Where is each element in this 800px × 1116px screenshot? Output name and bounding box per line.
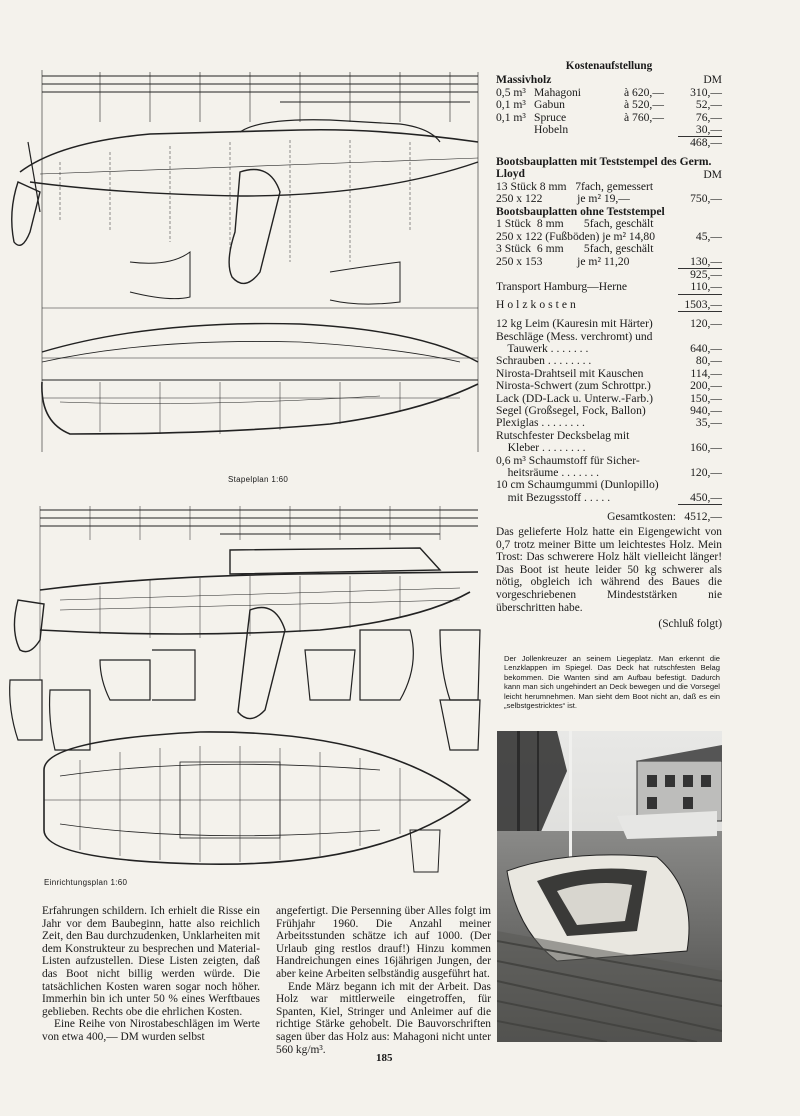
item-material: Spruce	[534, 111, 567, 124]
cost-item-row	[496, 331, 722, 343]
page-number: 185	[376, 1052, 393, 1064]
ohne-row	[496, 256, 722, 268]
total-amount: 4512,—	[684, 510, 722, 524]
item-label: 12 kg Leim (Kauresin mit Härter)	[496, 318, 653, 331]
item-amount: 200,—	[690, 379, 722, 393]
item-label: 250 x 122 je m² 19,—	[496, 193, 630, 206]
item-label: Plexiglas . . . . . . . .	[496, 417, 585, 430]
cost-item-row	[496, 318, 722, 330]
item-material: Gabun	[534, 99, 565, 112]
column-2	[276, 905, 491, 1056]
cost-item-row	[496, 442, 722, 454]
other-items	[496, 318, 722, 504]
item-label: Tauwerk . . . . . . .	[496, 342, 589, 355]
boat-photo	[497, 731, 722, 1042]
item-label: 250 x 122 (Fußböden) je m² 14,80	[496, 230, 656, 243]
item-label: Kleber . . . . . . . .	[496, 442, 586, 455]
item-price: à 620,—	[624, 86, 664, 99]
massivholz-row	[496, 99, 722, 111]
item-amount: 80,—	[695, 354, 722, 368]
massivholz-header: Massivholz	[496, 74, 552, 87]
cost-item-row	[496, 455, 722, 467]
item-label: 250 x 153 je m² 11,20	[496, 255, 630, 268]
item-amount	[680, 479, 722, 491]
cost-item-row	[496, 380, 722, 392]
item-label: 0,6 m³ Schaumstoff für Sicher-	[496, 454, 640, 467]
item-amount	[680, 243, 722, 255]
item-label: heitsräume . . . . . . .	[496, 467, 600, 479]
item-amount: 76,—	[695, 110, 722, 124]
column-1	[42, 905, 260, 1044]
photo-caption: Der Jollenkreuzer an seinem Liegeplatz. Man erkennt die Lenzklappen im Spiegel. Das Deck hat rutschfesten Belag bekommen. Die Wanten sind am Aufbau befestigt. Dadurch kann man sich ungehindert an Deck bewegen und die Vorsegel leicht herumnehmen. Man sieht dem Boot nicht an, daß es ein „selbstgestricktes“ ist.	[504, 654, 720, 711]
einrichtungsplan-drawing	[0, 500, 490, 878]
item-amount: 52,—	[695, 98, 722, 112]
item-amount: 35,—	[695, 416, 722, 430]
cost-item-row	[496, 393, 722, 405]
stapelplan-drawing	[0, 62, 490, 482]
currency-label-2: DM	[703, 167, 722, 181]
col1-paragraph-1: Erfahrungen schildern. Ich erhielt die Risse ein Jahr vor dem Baubeginn, hatte also reichlich Zeit, den Bau durchzudenken, Unklarheiten mit dem Konstrukteur zu besprechen und Material-Listen aufzustellen. Diese Listen zeigten, daß das Boot nicht billig werden würde. Die tatsächlichen Kosten waren sogar noch höher. Immerhin bin ich unter 50 % eines Werftbaues geblieben. Rechts obe die ehrlichen Kosten.	[42, 905, 260, 1018]
item-amount: 114,—	[690, 366, 722, 380]
holzkosten-label: Holzkosten	[496, 298, 579, 311]
ohne-header: Bootsbauplatten ohne Teststempel	[496, 205, 665, 218]
cost-item-row	[496, 467, 722, 479]
item-amount: 45,—	[695, 229, 722, 243]
item-amount: 130,—	[690, 254, 722, 268]
item-label: Nirosta-Drahtseil mit Kauschen	[496, 367, 644, 380]
cost-list	[496, 60, 722, 524]
cost-item-row	[496, 479, 722, 491]
cost-item-row	[496, 355, 722, 367]
cost-item-row	[496, 430, 722, 442]
item-amount	[680, 218, 722, 230]
item-label: 10 cm Schaumgummi (Dunlopillo)	[496, 479, 659, 492]
cost-item-row	[496, 343, 722, 355]
subtotal-1: 468,—	[690, 136, 722, 150]
cost-item-row	[496, 492, 722, 504]
right-text-block	[496, 526, 722, 631]
item-amount: 940,—	[690, 403, 722, 417]
stapelplan-caption: Stapelplan 1:60	[228, 475, 289, 484]
ohne-row	[496, 231, 722, 243]
item-label: Schrauben . . . . . . . .	[496, 355, 592, 368]
item-label: mit Bezugsstoff . . . . .	[496, 491, 611, 504]
massivholz-items	[496, 87, 722, 137]
item-label: Nirosta-Schwert (zum Schrottpr.)	[496, 380, 651, 393]
item-qty: 0,1 m³	[496, 99, 526, 112]
platten-items	[496, 181, 722, 206]
col2-paragraph-1: angefertigt. Die Persenning über Alles folgt im Frühjahr 1960. Die Anzahl meiner Arbeitsstunden schätze ich auf 1000. (Der Urlaub ging restlos drauf!) Hinzu kommen Handreichungen eines 16jährigen Jungen, der aber keine Arbeiten selbständig ausgeführt hat.	[276, 905, 491, 980]
item-amount: 30,—	[695, 123, 722, 137]
item-price: à 760,—	[624, 111, 664, 124]
item-label: 3 Stück 6 mm 5fach, geschält	[496, 243, 654, 256]
cost-item-row	[496, 417, 722, 429]
ohne-items	[496, 218, 722, 268]
cost-title: Kostenaufstellung	[565, 60, 653, 72]
col1-paragraph-2: Eine Reihe von Nirostabeschlägen im Werte von etwa 400,— DM wurden selbst	[42, 1018, 260, 1043]
massivholz-row	[496, 87, 722, 99]
item-amount: 640,—	[690, 341, 722, 355]
item-amount: 750,—	[690, 192, 722, 206]
cost-item-row	[496, 368, 722, 380]
transport-amount: 110,—	[690, 280, 722, 294]
item-amount: 120,—	[690, 317, 722, 331]
massivholz-row	[496, 112, 722, 124]
right-paragraph: Das gelieferte Holz hatte ein Eigengewicht von 0,7 trotz meiner Bitte um leichtestes Holz. Mein Trost: Das schwerere Holz hält vielleicht länger! Das Boot ist heute leider 50 kg schwerer als nötig, obgleich ich während des Baues die vorgeschriebenen Mindeststärken nie überschritten habe.	[496, 526, 722, 614]
subtotal-2: 925,—	[690, 267, 722, 281]
holzkosten-amount: 1503,—	[684, 297, 722, 311]
platten-row	[496, 193, 722, 205]
item-amount: 160,—	[690, 441, 722, 455]
ohne-row	[496, 218, 722, 230]
item-amount: 450,—	[690, 490, 722, 504]
massivholz-row	[496, 124, 722, 136]
cost-item-row	[496, 405, 722, 417]
item-label: Segel (Großsegel, Fock, Ballon)	[496, 404, 646, 417]
item-label: Beschläge (Mess. verchromt) und	[496, 330, 653, 343]
item-price: à 520,—	[624, 99, 664, 112]
item-material: Hobeln	[534, 124, 569, 137]
item-amount: 310,—	[690, 85, 722, 99]
ohne-row	[496, 243, 722, 255]
platten-header: Bootsbauplatten mit Teststempel des Germ. Lloyd	[496, 155, 712, 181]
item-qty: 0,1 m³	[496, 111, 526, 124]
transport-label: Transport Hamburg—Herne	[496, 281, 628, 294]
item-amount: 120,—	[690, 466, 722, 479]
currency-label: DM	[703, 73, 722, 87]
item-amount: 150,—	[690, 391, 722, 405]
total-label: Gesamtkosten:	[607, 511, 676, 524]
item-material: Mahagoni	[534, 86, 582, 99]
einrichtungsplan-caption: Einrichtungsplan 1:60	[44, 878, 128, 887]
col2-paragraph-2: Ende März begann ich mit der Arbeit. Das Holz war mittlerweile eingetroffen, für Spanten, Kiel, Stringer und Anleimer auf die richtige Stärke gehobelt. Die Bauvorschriften sagen über das Holz aus: Mahagoni nicht unter 560 kg/m³.	[276, 980, 491, 1056]
item-label: Rutschfester Decksbelag mit	[496, 429, 630, 442]
platten-row	[496, 181, 722, 193]
item-label: Lack (DD-Lack u. Unterw.-Farb.)	[496, 392, 653, 405]
schluss-folgt: (Schluß folgt)	[658, 618, 722, 631]
item-qty: 0,5 m³	[496, 86, 526, 99]
item-label: 1 Stück 8 mm 5fach, geschält	[496, 218, 654, 231]
item-label: 13 Stück 8 mm 7fach, gemessert	[496, 181, 654, 194]
